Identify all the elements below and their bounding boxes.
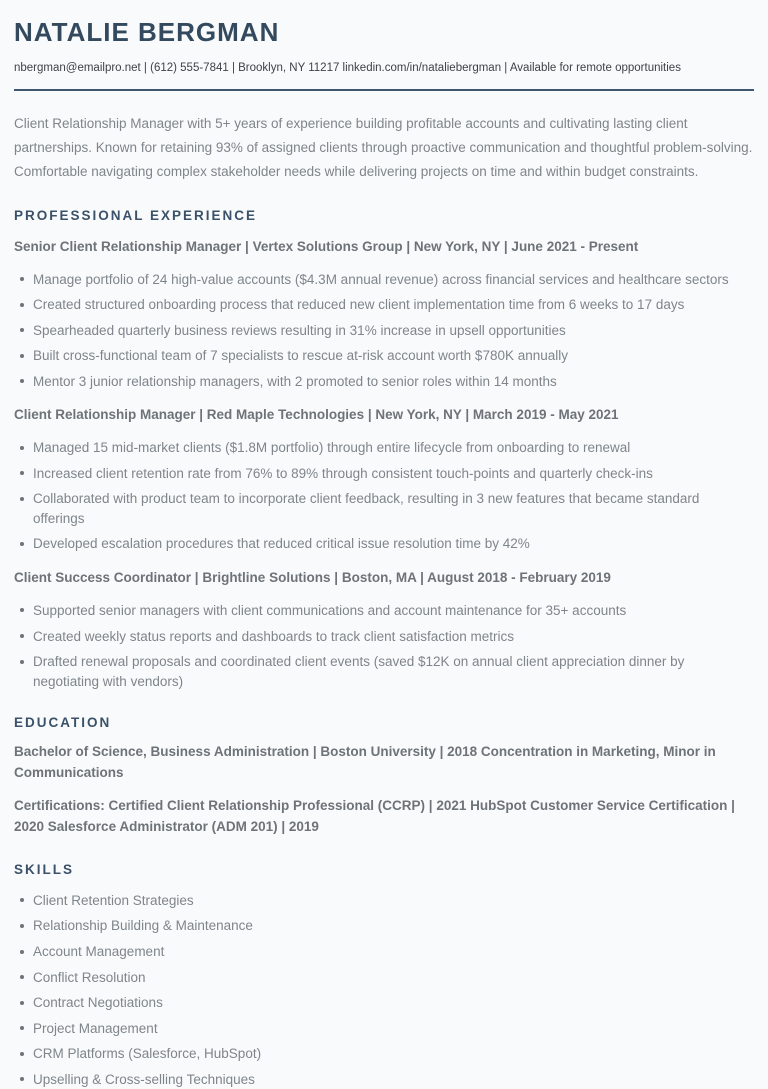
job-title: Client Relationship Manager | Red Maple Technologies | New York, NY | March 2019 - May 2021 bbox=[14, 407, 619, 423]
education-body bbox=[14, 742, 754, 838]
job-bullet: Supported senior managers with client communications and account maintenance for 35+ accounts bbox=[14, 601, 754, 621]
job-title: Client Success Coordinator | Brightline Solutions | Boston, MA | August 2018 - February 2019 bbox=[14, 570, 611, 586]
section-skills bbox=[14, 862, 754, 1089]
skills-section-heading: SKILLS bbox=[14, 861, 75, 877]
experience-section-heading: PROFESSIONAL EXPERIENCE bbox=[14, 207, 258, 223]
section-professional-experience bbox=[14, 208, 754, 692]
job-bullet-list bbox=[14, 601, 754, 691]
job-bullet: Created weekly status reports and dashboards to track client satisfaction metrics bbox=[14, 627, 754, 647]
skill-item: Relationship Building & Maintenance bbox=[14, 916, 754, 936]
skill-item: Account Management bbox=[14, 942, 754, 962]
job-bullet: Created structured onboarding process that reduced new client implementation time from 6 weeks to 17 days bbox=[14, 295, 754, 315]
job-bullet: Developed escalation procedures that reduced critical issue resolution time by 42% bbox=[14, 534, 754, 554]
job-title: Senior Client Relationship Manager | Vertex Solutions Group | New York, NY | June 2021 - Present bbox=[14, 238, 639, 254]
job-bullet-list bbox=[14, 438, 754, 554]
skill-item: CRM Platforms (Salesforce, HubSpot) bbox=[14, 1044, 754, 1064]
experience-body bbox=[14, 237, 754, 692]
skill-item: Upselling & Cross-selling Techniques bbox=[14, 1070, 754, 1089]
education-entry: Bachelor of Science, Business Administration | Boston University | 2018 Concentration in Marketing, Minor in Communications bbox=[14, 744, 716, 781]
skill-item: Project Management bbox=[14, 1019, 754, 1039]
header-divider bbox=[14, 89, 754, 91]
education-section-heading: EDUCATION bbox=[14, 715, 112, 731]
skill-item: Client Retention Strategies bbox=[14, 891, 754, 911]
contact-info: nbergman@emailpro.net | (612) 555-7841 | Brooklyn, NY 11217 linkedin.com/in/nataliebergman | Available for remote opportunities bbox=[14, 61, 681, 74]
job-bullet: Spearheaded quarterly business reviews resulting in 31% increase in upsell opportunities bbox=[14, 321, 754, 341]
job-bullet: Increased client retention rate from 76% to 89% through consistent touch-points and quarterly check-ins bbox=[14, 464, 754, 484]
job-bullet: Manage portfolio of 24 high-value accounts ($4.3M annual revenue) across financial services and healthcare sectors bbox=[14, 270, 754, 290]
section-education bbox=[14, 715, 754, 838]
job-bullet: Drafted renewal proposals and coordinated client events (saved $12K on annual client appreciation dinner by negotiating with vendors) bbox=[14, 652, 754, 691]
skills-list bbox=[14, 891, 754, 1089]
skill-item: Contract Negotiations bbox=[14, 993, 754, 1013]
skill-item: Conflict Resolution bbox=[14, 968, 754, 988]
job-bullet: Mentor 3 junior relationship managers, with 2 promoted to senior roles within 14 months bbox=[14, 372, 754, 392]
education-entry: Certifications: Certified Client Relationship Professional (CCRP) | 2021 HubSpot Customer Service Certification | 2020 Salesforce Administrator (ADM 201) | 2019 bbox=[14, 798, 735, 834]
job-bullet: Managed 15 mid-market clients ($1.8M portfolio) through entire lifecycle from onboarding to renewal bbox=[14, 438, 754, 458]
candidate-name: NATALIE BERGMAN bbox=[14, 17, 280, 47]
job-bullet: Collaborated with product team to incorporate client feedback, resulting in 3 new features that became standard offerings bbox=[14, 489, 754, 528]
job-bullet-list bbox=[14, 270, 754, 392]
professional-summary: Client Relationship Manager with 5+ years of experience building profitable accounts and cultivating lasting client partnerships. Known for retaining 93% of assigned clients through proactive communication and thoughtful problem-solving. Comfortable navigating complex stakeholder needs while delivering projects on time and within budget constraints. bbox=[14, 115, 753, 179]
job-bullet: Built cross-functional team of 7 specialists to rescue at-risk account worth $780K annually bbox=[14, 346, 754, 366]
